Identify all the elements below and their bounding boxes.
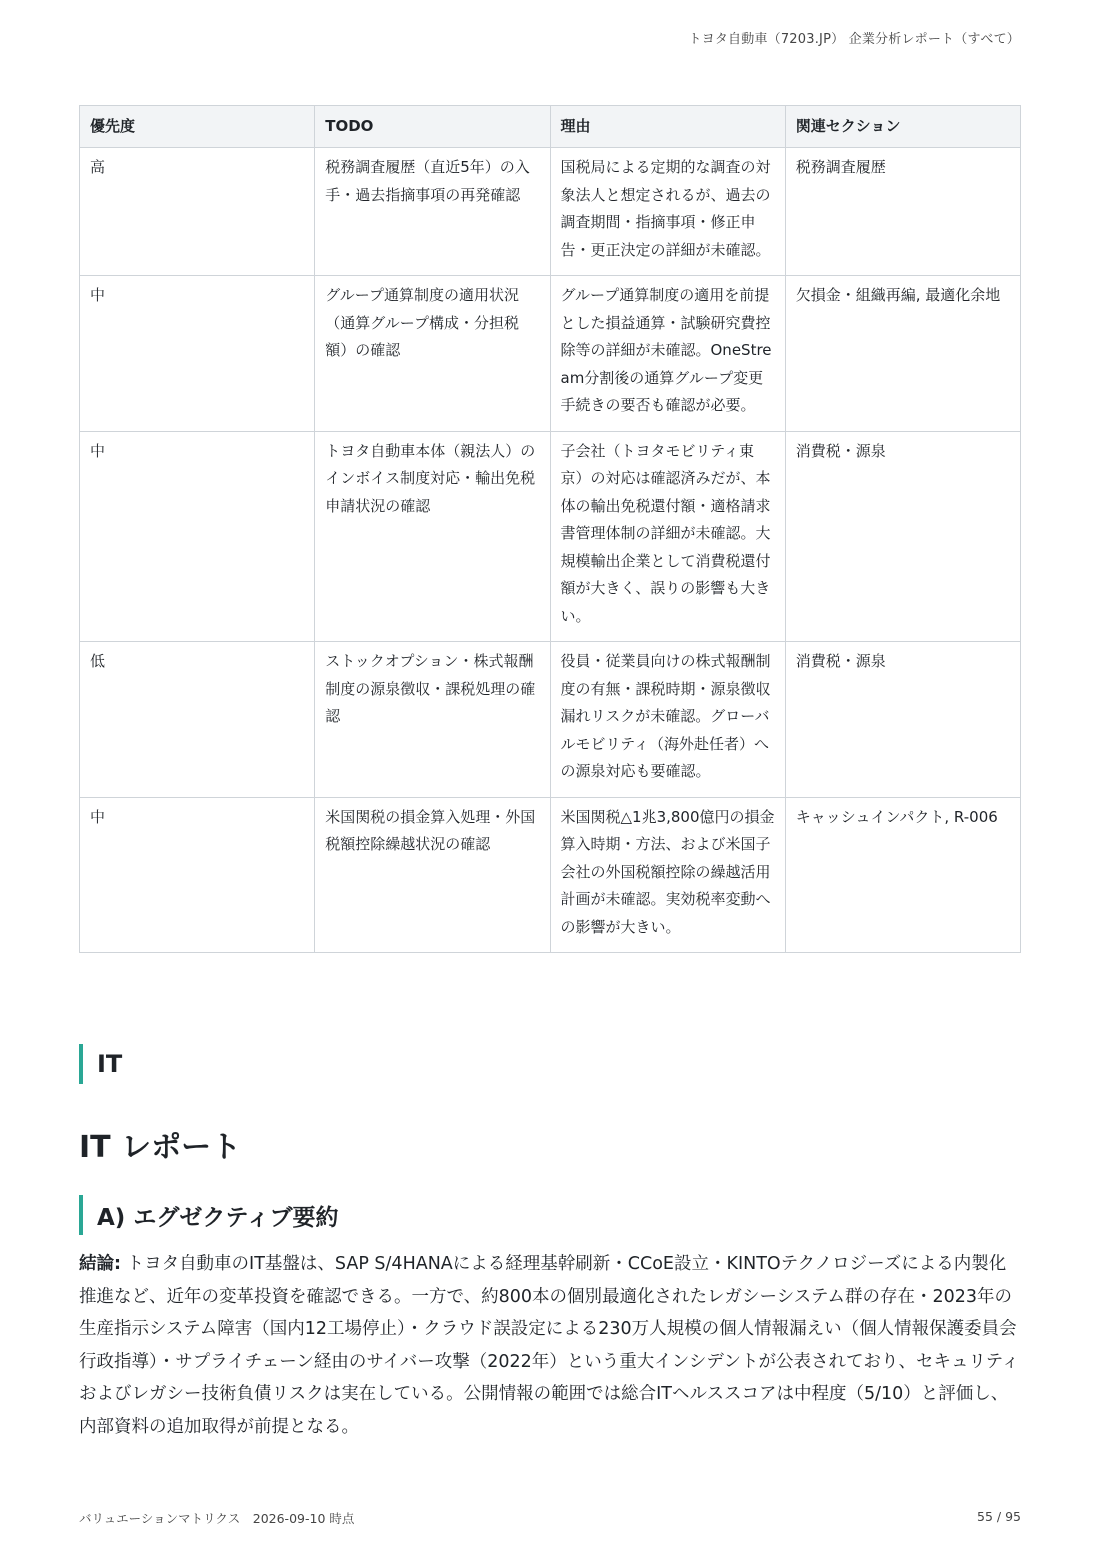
- page-section-title: IT レポート: [79, 1130, 242, 1165]
- reason-cell: 国税局による定期的な調査の対象法人と想定されるが、過去の調査期間・指摘事項・修正申告・更正決定の詳細が未確認。: [550, 148, 785, 276]
- reason-cell: グループ通算制度の適用を前提とした損益通算・試験研究費控除等の詳細が未確認。OneStream分割後の通算グループ変更手続きの要否も確認が必要。: [550, 276, 785, 432]
- priority-cell: 中: [80, 431, 315, 642]
- todo-cell: グループ通算制度の適用状況（通算グループ構成・分担税額）の確認: [315, 276, 550, 432]
- accent-bar: [79, 1044, 83, 1084]
- reason-cell: 子会社（トヨタモビリティ東京）の対応は確認済みだが、本体の輸出免税還付額・適格請求書管理体制の詳細が未確認。大規模輸出企業として消費税還付額が大きく、誤りの影響も大きい。: [550, 431, 785, 642]
- todo-table: [79, 105, 1021, 953]
- section-cell: 欠損金・組織再編, 最適化余地: [785, 276, 1020, 432]
- page-number: 55 / 95: [977, 1509, 1021, 1524]
- todo-cell: ストックオプション・株式報酬制度の源泉徴収・課税処理の確認: [315, 642, 550, 798]
- reason-cell: 役員・従業員向けの株式報酬制度の有無・課税時期・源泉徴収漏れリスクが未確認。グローバルモビリティ（海外赴任者）への源泉対応も要確認。: [550, 642, 785, 798]
- table-row: [80, 797, 1021, 953]
- section-cell: 消費税・源泉: [785, 642, 1020, 798]
- reason-cell: 米国関税△1兆3,800億円の損金算入時期・方法、および米国子会社の外国税額控除の繰越活用計画が未確認。実効税率変動への影響が大きい。: [550, 797, 785, 953]
- table-row: [80, 276, 1021, 432]
- subsection-title: A) エグゼクティブ要約: [97, 1204, 339, 1231]
- column-header-priority: 優先度: [80, 106, 315, 148]
- todo-cell: トヨタ自動車本体（親法人）のインボイス制度対応・輸出免税申請状況の確認: [315, 431, 550, 642]
- column-header-section: 関連セクション: [785, 106, 1020, 148]
- accent-bar: [79, 1195, 83, 1235]
- table-row: [80, 431, 1021, 642]
- table-row: [80, 642, 1021, 798]
- column-header-reason: 理由: [550, 106, 785, 148]
- section-marker-it: [79, 1044, 122, 1084]
- footer-source: バリュエーションマトリクス 2026-09-10 時点: [79, 1511, 355, 1526]
- summary-lead: 結論:: [79, 1254, 121, 1274]
- subsection-heading: [79, 1195, 338, 1235]
- table-header-row: [80, 106, 1021, 148]
- summary-body: トヨタ自動車のIT基盤は、SAP S/4HANAによる経理基幹刷新・CCoE設立・KINTOテクノロジーズによる内製化推進など、近年の変革投資を確認できる。一方で、約800本の個別最適化されたレガシーシステム群の存在・2023年の生産指示システム障害（国内12工場停止）・クラウド誤設定による230万人規模の個人情報漏えい（個人情報保護委員会行政指導）・サプライチェーン経由のサイバー攻撃（2022年）という重大インシデントが公表されており、セキュリティおよびレガシー技術負債リスクは実在している。公開情報の範囲では総合ITヘルススコアは中程度（5/10）と評価し、内部資料の追加取得が前提となる。: [79, 1254, 1020, 1437]
- priority-cell: 中: [80, 797, 315, 953]
- priority-cell: 高: [80, 148, 315, 276]
- priority-cell: 低: [80, 642, 315, 798]
- section-marker-label: IT: [97, 1050, 123, 1078]
- todo-cell: 税務調査履歴（直近5年）の入手・過去指摘事項の再発確認: [315, 148, 550, 276]
- column-header-todo: TODO: [315, 106, 550, 148]
- page-header: トヨタ自動車（7203.JP） 企業分析レポート（すべて）: [688, 32, 1020, 47]
- table-row: [80, 148, 1021, 276]
- section-cell: キャッシュインパクト, R-006: [785, 797, 1020, 953]
- section-cell: 消費税・源泉: [785, 431, 1020, 642]
- priority-cell: 中: [80, 276, 315, 432]
- section-cell: 税務調査履歴: [785, 148, 1020, 276]
- executive-summary: [79, 1248, 1021, 1443]
- todo-cell: 米国関税の損金算入処理・外国税額控除繰越状況の確認: [315, 797, 550, 953]
